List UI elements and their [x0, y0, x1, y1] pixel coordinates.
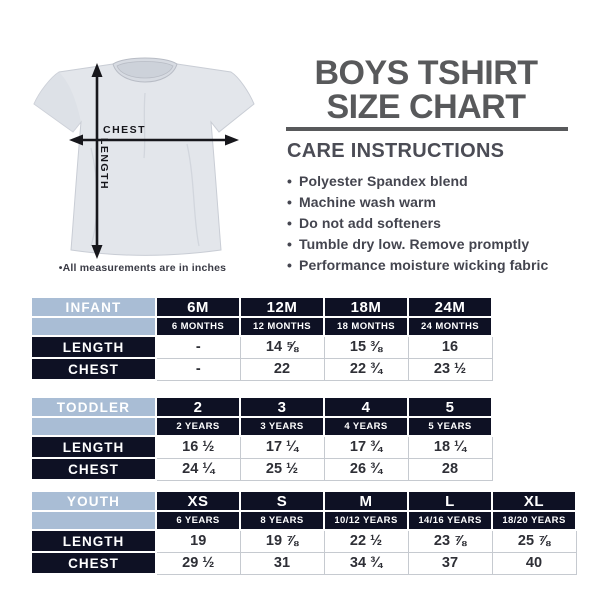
size-header: 2	[156, 397, 240, 417]
bullet-icon: •	[287, 194, 293, 210]
group-spacer	[31, 417, 156, 436]
measurement-row	[31, 358, 492, 380]
measure-value: 37	[408, 552, 492, 574]
age-header-row	[31, 511, 576, 530]
measure-value: 19	[156, 530, 240, 552]
measure-value: 31	[240, 552, 324, 574]
measure-label: LENGTH	[31, 436, 156, 458]
size-header-row	[31, 297, 492, 317]
care-instructions-list	[287, 171, 582, 276]
care-item-text: Machine wash warm	[299, 194, 437, 210]
bullet-icon: •	[287, 215, 293, 231]
measure-value: 24 ¼	[156, 458, 240, 480]
bullet-icon: •	[287, 173, 293, 189]
age-header: 6 MONTHS	[156, 317, 240, 336]
measurement-row	[31, 336, 492, 358]
tshirt-diagram	[25, 48, 260, 263]
measure-label: CHEST	[31, 458, 156, 480]
measure-value: 18 ¼	[408, 436, 492, 458]
measure-label: CHEST	[31, 358, 156, 380]
measure-value: 26 ¾	[324, 458, 408, 480]
title-underline	[286, 127, 568, 131]
chest-arrow-label: CHEST	[103, 124, 147, 136]
group-spacer	[31, 317, 156, 336]
measurement-row	[31, 530, 576, 552]
size-header: 5	[408, 397, 492, 417]
group-label: TODDLER	[31, 397, 156, 417]
measure-value: 23 ½	[408, 358, 492, 380]
group-label: INFANT	[31, 297, 156, 317]
measure-value: 22 ¾	[324, 358, 408, 380]
size-header: 18M	[324, 297, 408, 317]
measurement-row	[31, 552, 576, 574]
measure-value: 17 ¾	[324, 436, 408, 458]
care-item	[287, 192, 582, 213]
measure-value: 25 ½	[240, 458, 324, 480]
size-header: L	[408, 491, 492, 511]
care-item	[287, 171, 582, 192]
size-header-row	[31, 491, 576, 511]
measure-value: -	[156, 358, 240, 380]
age-header: 2 YEARS	[156, 417, 240, 436]
size-header: 24M	[408, 297, 492, 317]
age-header: 12 MONTHS	[240, 317, 324, 336]
size-header: 6M	[156, 297, 240, 317]
page-title-line1: BOYS TSHIRT	[314, 54, 538, 92]
size-table-infant	[30, 296, 493, 381]
measure-value: -	[156, 336, 240, 358]
age-header: 6 YEARS	[156, 511, 240, 530]
care-item-text: Do not add softeners	[299, 215, 442, 231]
size-header-row	[31, 397, 492, 417]
measure-value: 29 ½	[156, 552, 240, 574]
size-header: M	[324, 491, 408, 511]
size-table-toddler	[30, 396, 493, 481]
measure-value: 22	[240, 358, 324, 380]
measure-label: CHEST	[31, 552, 156, 574]
age-header: 18 MONTHS	[324, 317, 408, 336]
size-header: 3	[240, 397, 324, 417]
care-item	[287, 255, 582, 276]
age-header: 14/16 YEARS	[408, 511, 492, 530]
care-item-text: Performance moisture wicking fabric	[299, 257, 549, 273]
size-header: 4	[324, 397, 408, 417]
care-item	[287, 234, 582, 255]
measure-value: 25 ⅞	[492, 530, 576, 552]
measure-value: 19 ⅞	[240, 530, 324, 552]
care-instructions-heading: CARE INSTRUCTIONS	[287, 140, 505, 162]
age-header: 18/20 YEARS	[492, 511, 576, 530]
page-title	[280, 56, 572, 124]
measure-value: 14 ⅝	[240, 336, 324, 358]
measure-value: 23 ⅞	[408, 530, 492, 552]
measure-label: LENGTH	[31, 336, 156, 358]
size-header: S	[240, 491, 324, 511]
size-header: 12M	[240, 297, 324, 317]
measure-value: 15 ⅜	[324, 336, 408, 358]
measure-value: 22 ½	[324, 530, 408, 552]
age-header: 5 YEARS	[408, 417, 492, 436]
bullet-icon: •	[287, 236, 293, 252]
age-header: 4 YEARS	[324, 417, 408, 436]
page-title-line2: SIZE CHART	[326, 88, 526, 126]
age-header-row	[31, 417, 492, 436]
measurement-row	[31, 458, 492, 480]
measure-label: LENGTH	[31, 530, 156, 552]
measure-value: 28	[408, 458, 492, 480]
age-header: 10/12 YEARS	[324, 511, 408, 530]
care-item-text: Tumble dry low. Remove promptly	[299, 236, 530, 252]
measure-value: 17 ¼	[240, 436, 324, 458]
age-header-row	[31, 317, 492, 336]
age-header: 24 MONTHS	[408, 317, 492, 336]
size-header: XS	[156, 491, 240, 511]
length-arrow-label: LENGTH	[98, 137, 110, 191]
care-item	[287, 213, 582, 234]
measurement-row	[31, 436, 492, 458]
measure-value: 40	[492, 552, 576, 574]
measurement-note: •All measurements are in inches	[58, 262, 227, 274]
measure-value: 16	[408, 336, 492, 358]
group-label: YOUTH	[31, 491, 156, 511]
age-header: 3 YEARS	[240, 417, 324, 436]
bullet-icon: •	[287, 257, 293, 273]
measure-value: 16 ½	[156, 436, 240, 458]
age-header: 8 YEARS	[240, 511, 324, 530]
size-header: XL	[492, 491, 576, 511]
group-spacer	[31, 511, 156, 530]
care-item-text: Polyester Spandex blend	[299, 173, 468, 189]
measure-value: 34 ¾	[324, 552, 408, 574]
size-table-youth	[30, 490, 577, 575]
tshirt-illustration	[25, 48, 260, 263]
